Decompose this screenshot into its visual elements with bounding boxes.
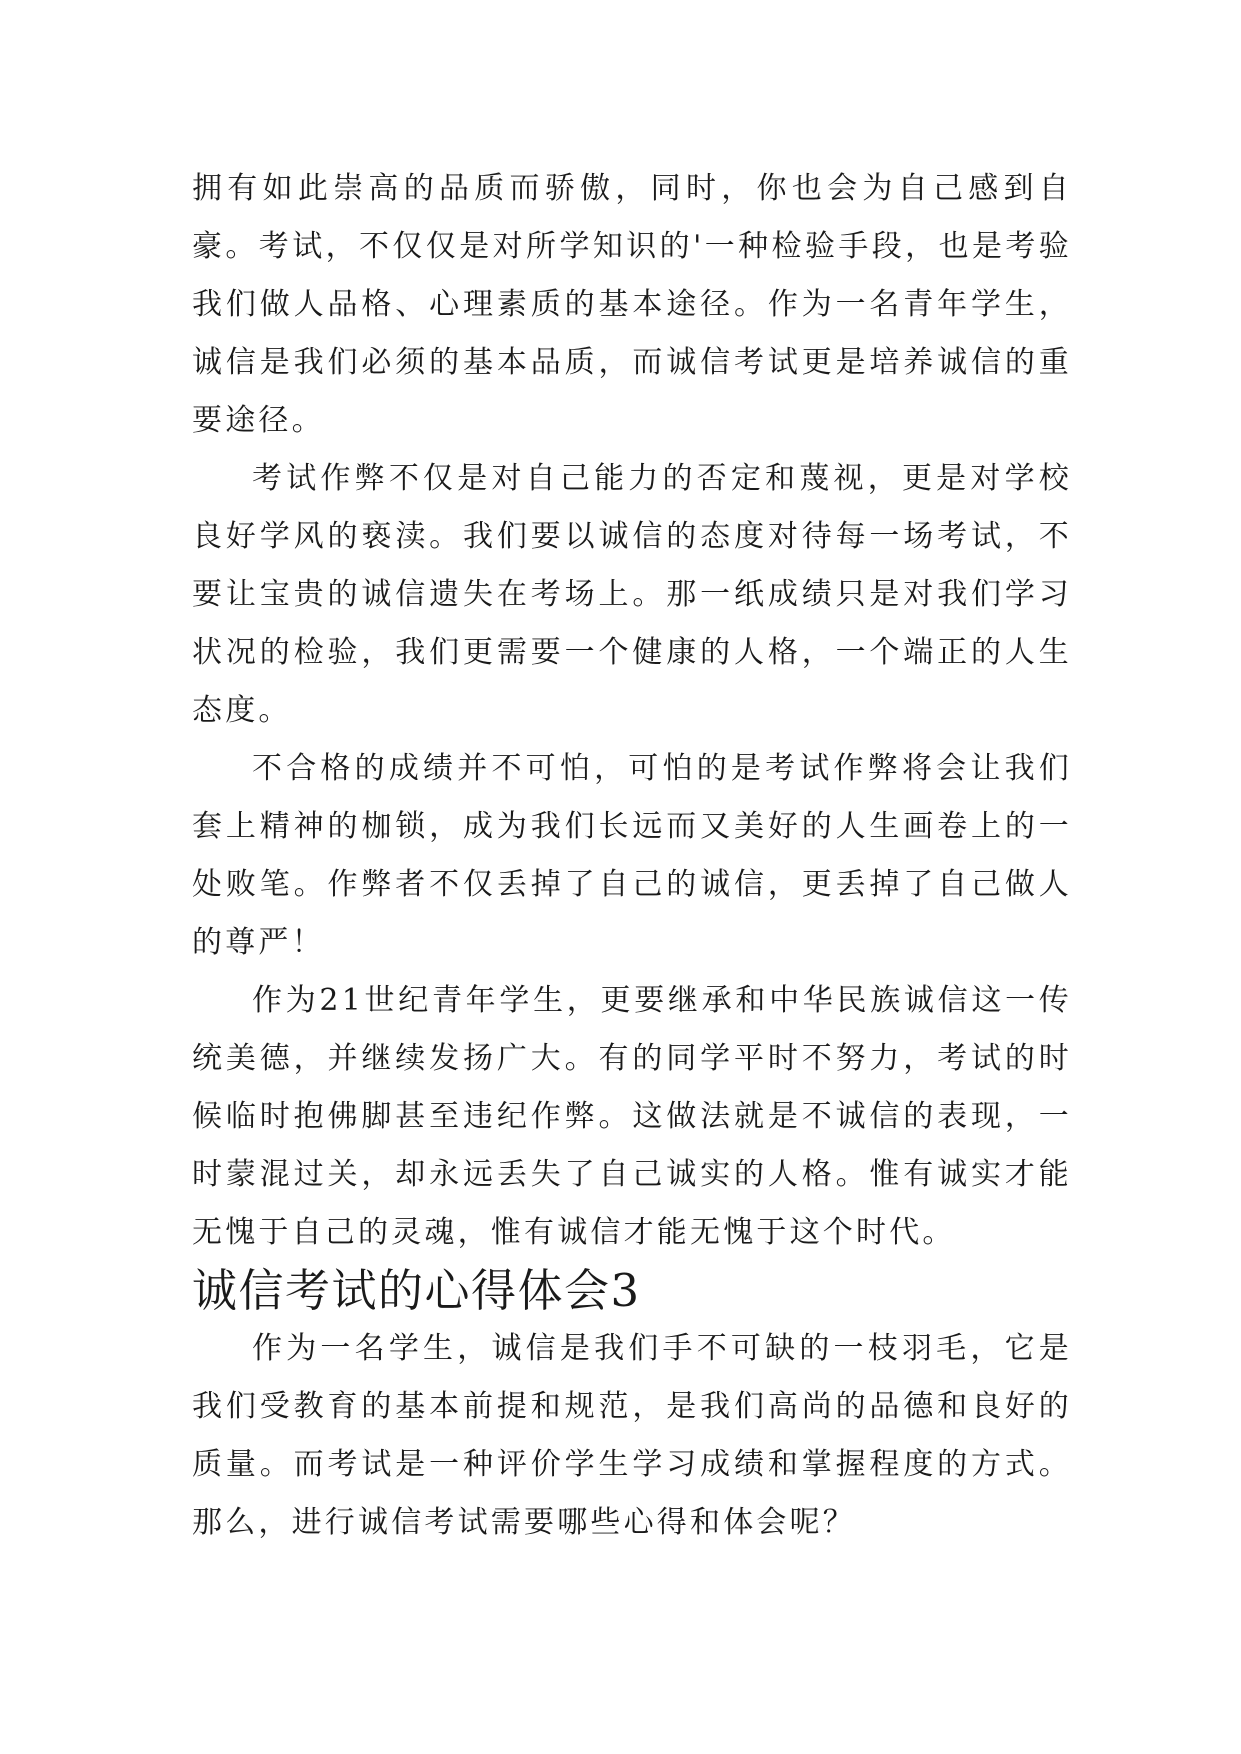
document-body [192,160,1072,1552]
section-heading: 诚信考试的心得体会3 [192,1264,641,1317]
paragraph: 作为21世纪青年学生，更要继承和中华民族诚信这一传统美德，并继续发扬广大。有的同学平时不努力，考试的时候临时抱佛脚甚至违纪作弊。这做法就是不诚信的表现，一时蒙混过关，却永远丢失了自己诚实的人格。惟有诚实才能无愧于自己的灵魂，惟有诚信才能无愧于这个时代。 [192,983,1072,1250]
paragraph: 不合格的成绩并不可怕，可怕的是考试作弊将会让我们套上精神的枷锁，成为我们长远而又美好的人生画卷上的一处败笔。作弊者不仅丢掉了自己的诚信，更丢掉了自己做人的尊严！ [192,751,1072,960]
paragraph: 作为一名学生，诚信是我们手不可缺的一枝羽毛，它是我们受教育的基本前提和规范，是我们高尚的品德和良好的质量。而考试是一种评价学生学习成绩和掌握程度的方式。那么，进行诚信考试需要哪些心得和体会呢？ [192,1331,1072,1540]
paragraph: 考试作弊不仅是对自己能力的否定和蔑视，更是对学校良好学风的亵渎。我们要以诚信的态度对待每一场考试，不要让宝贵的诚信遗失在考场上。那一纸成绩只是对我们学习状况的检验，我们更需要一个健康的人格，一个端正的人生态度。 [192,461,1072,728]
paragraph-continuation: 拥有如此崇高的品质而骄傲，同时，你也会为自己感到自豪。考试，不仅仅是对所学知识的'一种检验手段，也是考验我们做人品格、心理素质的基本途径。作为一名青年学生，诚信是我们必须的基本品质，而诚信考试更是培养诚信的重要途径。 [192,171,1072,438]
